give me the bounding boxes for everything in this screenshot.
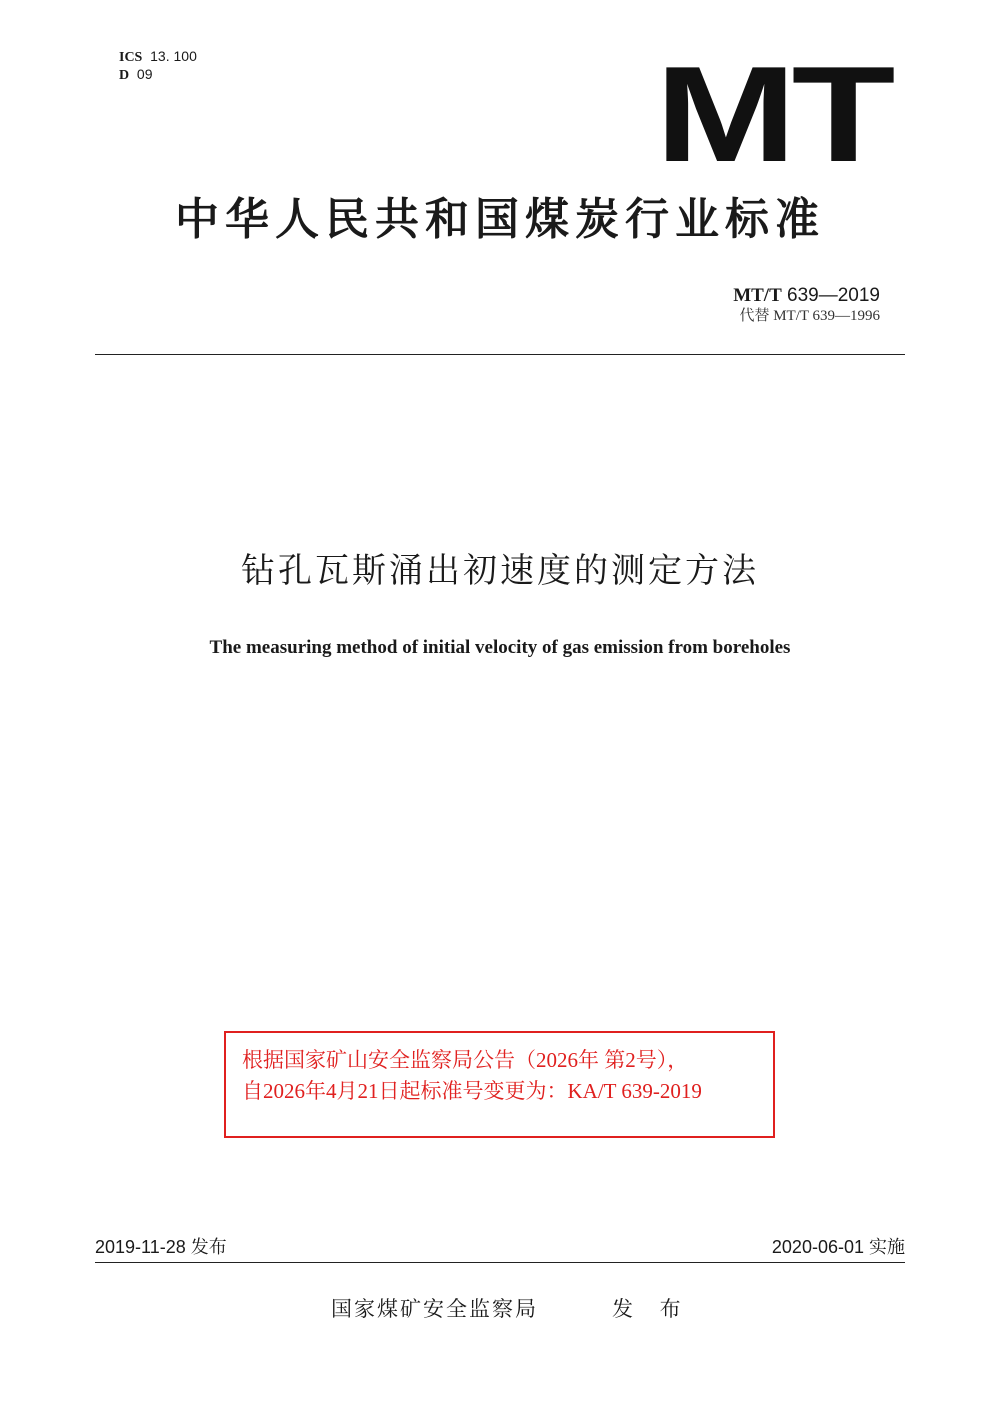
document-title-chinese: 钻孔瓦斯涌出初速度的测定方法 <box>241 551 759 591</box>
standard-number-prefix: MT/T <box>733 285 782 306</box>
replaces-standard: 代替 MT/T 639—1996 <box>739 308 880 324</box>
notice-line-2: 自2026年4月21日起标准号变更为：KA/T 639-2019 <box>242 1079 702 1103</box>
issuing-authority: 国家煤矿安全监察局 <box>331 1297 538 1321</box>
document-title-english: The measuring method of initial velocity of gas emission from boreholes <box>209 637 791 658</box>
ics-label: ICS <box>119 50 143 65</box>
ccs-label: D <box>119 68 130 83</box>
mt-logo: MT <box>655 38 891 190</box>
issue-date-value: 2019-11-28 <box>95 1237 186 1257</box>
notice-line-1: 根据国家矿山安全监察局公告（2026年 第2号）， <box>242 1048 689 1072</box>
ics-code: 13. 100 <box>150 48 197 64</box>
issue-date-label: 发布 <box>190 1237 227 1258</box>
implementation-date-value: 2020-06-01 <box>771 1237 864 1257</box>
industry-standard-title: 中华人民共和国煤炭行业标准 <box>175 194 825 245</box>
ccs-line <box>119 66 197 84</box>
ics-line <box>119 48 197 66</box>
standard-number <box>733 285 880 307</box>
classification-codes <box>119 48 197 84</box>
top-divider <box>95 354 905 355</box>
ccs-code: 09 <box>136 66 153 82</box>
bottom-divider <box>95 1262 905 1263</box>
standard-number-value: 639—2019 <box>787 285 880 306</box>
implementation-date <box>772 1236 905 1259</box>
implementation-date-label: 实施 <box>869 1237 905 1258</box>
renumbering-notice-box <box>224 1031 775 1138</box>
issue-date <box>95 1236 227 1259</box>
issuing-action: 发 布 <box>612 1297 691 1321</box>
